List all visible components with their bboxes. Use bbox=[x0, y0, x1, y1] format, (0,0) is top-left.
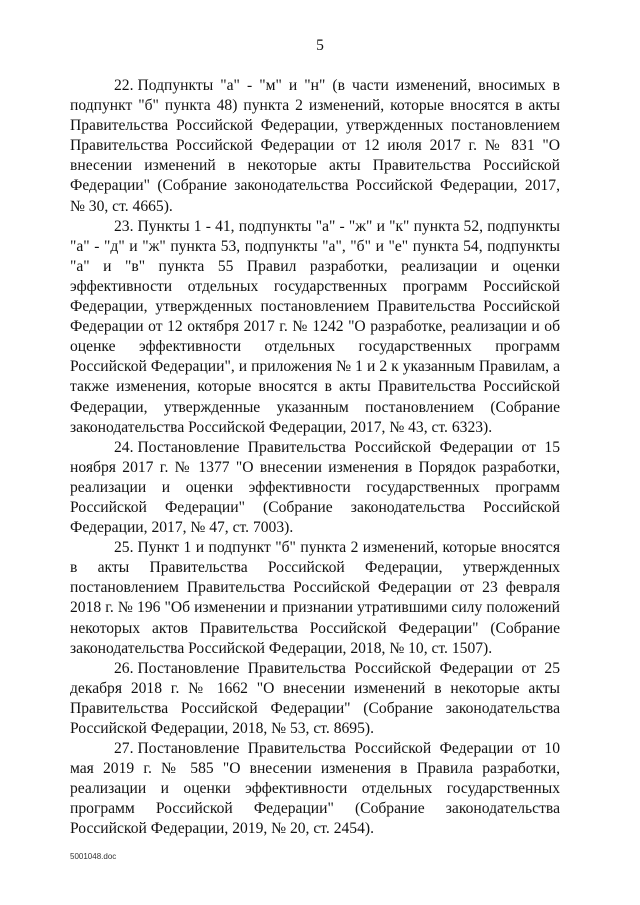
item-text: Постановление Правительства Российской Федерации от 10 мая 2019 г. № 585 "О внесении изменения в Правила разработки, реализации и оценки эффективности отдельных государственных программ Российской Федерации" (Собрание законодательства Российской Федерации, 2019, № 20, ст. 2454). bbox=[70, 740, 560, 838]
item-text: Постановление Правительства Российской Федерации от 15 ноября 2017 г. № 1377 "О внесении изменения в Порядок разработки, реализации и оценки эффективности государственных программ Российской Федерации" (Собрание законодательства Российской Федерации, 2017, № 47, ст. 7003). bbox=[70, 438, 560, 537]
item-text: Постановление Правительства Российской Федерации от 25 декабря 2018 г. № 1662 "О внесении изменений в некоторые акты Правительства Российской Федерации" (Собрание законодательства Российской Федерации, 2018, № 53, ст. 8695). bbox=[70, 659, 560, 737]
document-filename: 5001048.doc bbox=[70, 852, 117, 861]
page-number: 5 bbox=[316, 37, 324, 54]
list-item-25 bbox=[70, 538, 560, 659]
item-number: 22. bbox=[114, 77, 134, 94]
list-item-22 bbox=[70, 76, 560, 217]
item-text: Пункты 1 - 41, подпункты "а" - "ж" и "к" пункта 52, подпункты "а" - "д" и "ж" пункта 53, подпункты "а", "б" и "е" пункта 54, подпункты "а" и "в" пункта 55 Правил разработки, реализации и оценки эффективности отдельных государственных программ Российской Федерации, утвержденных постановлением Правительства Российской Федерации от 12 октября 2017 г. № 1242 "О разработке, реализации и об оценке эффективности отдельных государственных программ Российской Федерации", и приложения № 1 и 2 к указанным Правилам, а также изменения, которые вносятся в акты Правительства Российской Федерации, утвержденные указанным постановлением (Собрание законодательства Российской Федерации, 2017, № 43, ст. 6323). bbox=[70, 217, 560, 436]
document-body bbox=[70, 76, 560, 840]
item-number: 27. bbox=[114, 740, 134, 758]
item-number: 24. bbox=[114, 438, 134, 456]
item-number: 26. bbox=[114, 659, 134, 677]
list-item-27 bbox=[70, 739, 560, 839]
item-text: Подпункты "а" - "м" и "н" (в части изменений, вносимых в подпункт "б" пункта 48) пункта 2 изменений, которые вносятся в акты Правительства Российской Федерации, утвержденных постановлением Правительства Российской Федерации от 12 июля 2017 г. № 831 "О внесении изменений в некоторые акты Правительства Российской Федерации" (Собрание законодательства Российской Федерации, 2017, № 30, ст. 4665). bbox=[70, 77, 560, 215]
list-item-24 bbox=[70, 438, 560, 538]
list-item-23 bbox=[70, 217, 560, 438]
item-number: 23. bbox=[114, 217, 134, 235]
list-item-26 bbox=[70, 659, 560, 739]
item-number: 25. bbox=[114, 539, 134, 557]
item-text: Пункт 1 и подпункт "б" пункта 2 изменений, которые вносятся в акты Правительства Российской Федерации, утвержденных постановлением Правительства Российской Федерации от 23 февраля 2018 г. № 196 "Об изменении и признании утратившими силу положений некоторых актов Правительства Российской Федерации" (Собрание законодательства Российской Федерации, 2018, № 10, ст. 1507). bbox=[70, 539, 560, 657]
